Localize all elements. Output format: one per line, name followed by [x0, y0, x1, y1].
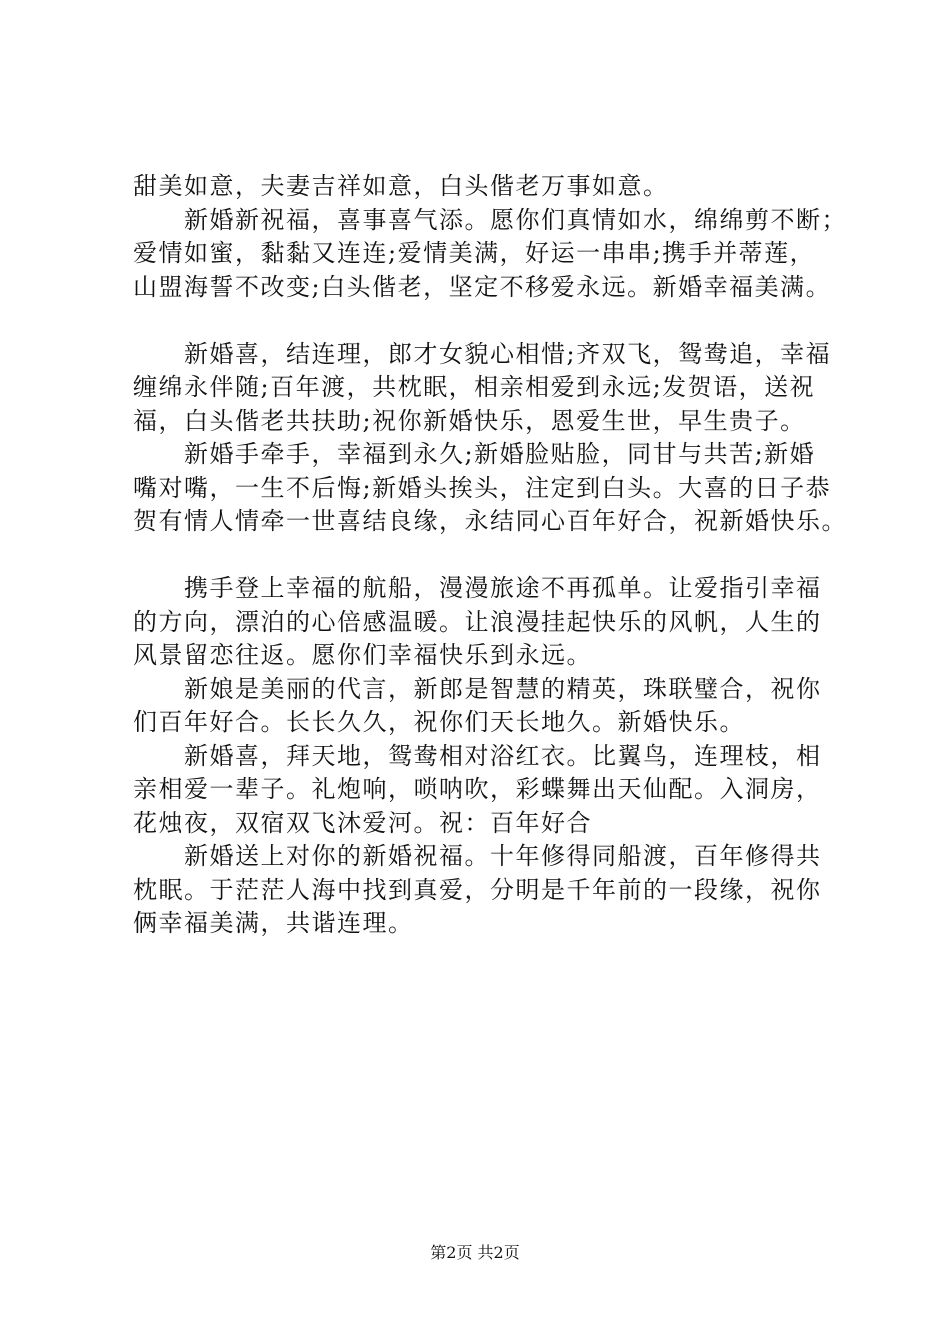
text-line: 甜美如意，夫妻吉祥如意，白头偕老万事如意。 — [133, 172, 669, 200]
paragraph-gap — [133, 539, 833, 573]
text-line: 的方向，漂泊的心倍感温暖。让浪漫挂起快乐的风帆，人生的 — [133, 607, 822, 636]
text-line: 俩幸福美满，共谐连理。 — [133, 909, 414, 937]
text-line: 新婚手牵手，幸福到永久;新婚脸贴脸，同甘与共苦;新婚 — [133, 440, 816, 468]
paragraph-gap — [133, 304, 833, 338]
text-line: 山盟海誓不改变;白头偕老，坚定不移爱永远。新婚幸福美满。 — [133, 272, 832, 301]
text-line: 新娘是美丽的代言，新郎是智慧的精英，珠联璧合，祝你 — [133, 674, 822, 703]
text-line: 们百年好合。长长久久，祝你们天长地久。新婚快乐。 — [133, 708, 745, 736]
text-line: 花烛夜，双宿双飞沐爱河。祝：百年好合 — [133, 808, 592, 837]
text-line: 爱情如蜜，黏黏又连连;爱情美满，好运一串串;携手并蒂莲， — [133, 239, 816, 267]
text-line: 新婚送上对你的新婚祝福。十年修得同船渡，百年修得共 — [133, 842, 822, 870]
page-number-footer: 第2页 共2页 — [430, 1243, 520, 1262]
text-line: 携手登上幸福的航船，漫漫旅途不再孤单。让爱指引幸福 — [133, 574, 822, 602]
text-line: 贺有情人情牵一世喜结良缘，永结同心百年好合，祝新婚快乐。 — [133, 507, 847, 535]
text-line: 福，白头偕老共扶助;祝你新婚快乐，恩爱生世，早生贵子。 — [133, 406, 806, 435]
text-line: 亲相爱一辈子。礼炮响，唢呐吹，彩蝶舞出天仙配。入洞房， — [133, 775, 822, 803]
text-line: 新婚喜，拜天地，鸳鸯相对浴红衣。比翼鸟，连理枝，相 — [133, 741, 822, 770]
text-line: 枕眠。于茫茫人海中找到真爱，分明是千年前的一段缘，祝你 — [133, 875, 822, 904]
text-line: 缠绵永伴随;百年渡，共枕眠，相亲相爱到永远;发贺语，送祝 — [133, 373, 816, 401]
text-line: 新婚喜，结连理，郎才女貌心相惜;齐双飞，鸳鸯追，幸福 — [133, 339, 832, 368]
text-line: 嘴对嘴，一生不后悔;新婚头挨头，注定到白头。大喜的日子恭 — [133, 473, 832, 502]
text-line: 风景留恋往返。愿你们幸福快乐到永远。 — [133, 641, 592, 669]
document-body — [133, 170, 847, 941]
text-line: 新婚新祝福，喜事喜气添。愿你们真情如水，绵绵剪不断； — [133, 205, 847, 234]
